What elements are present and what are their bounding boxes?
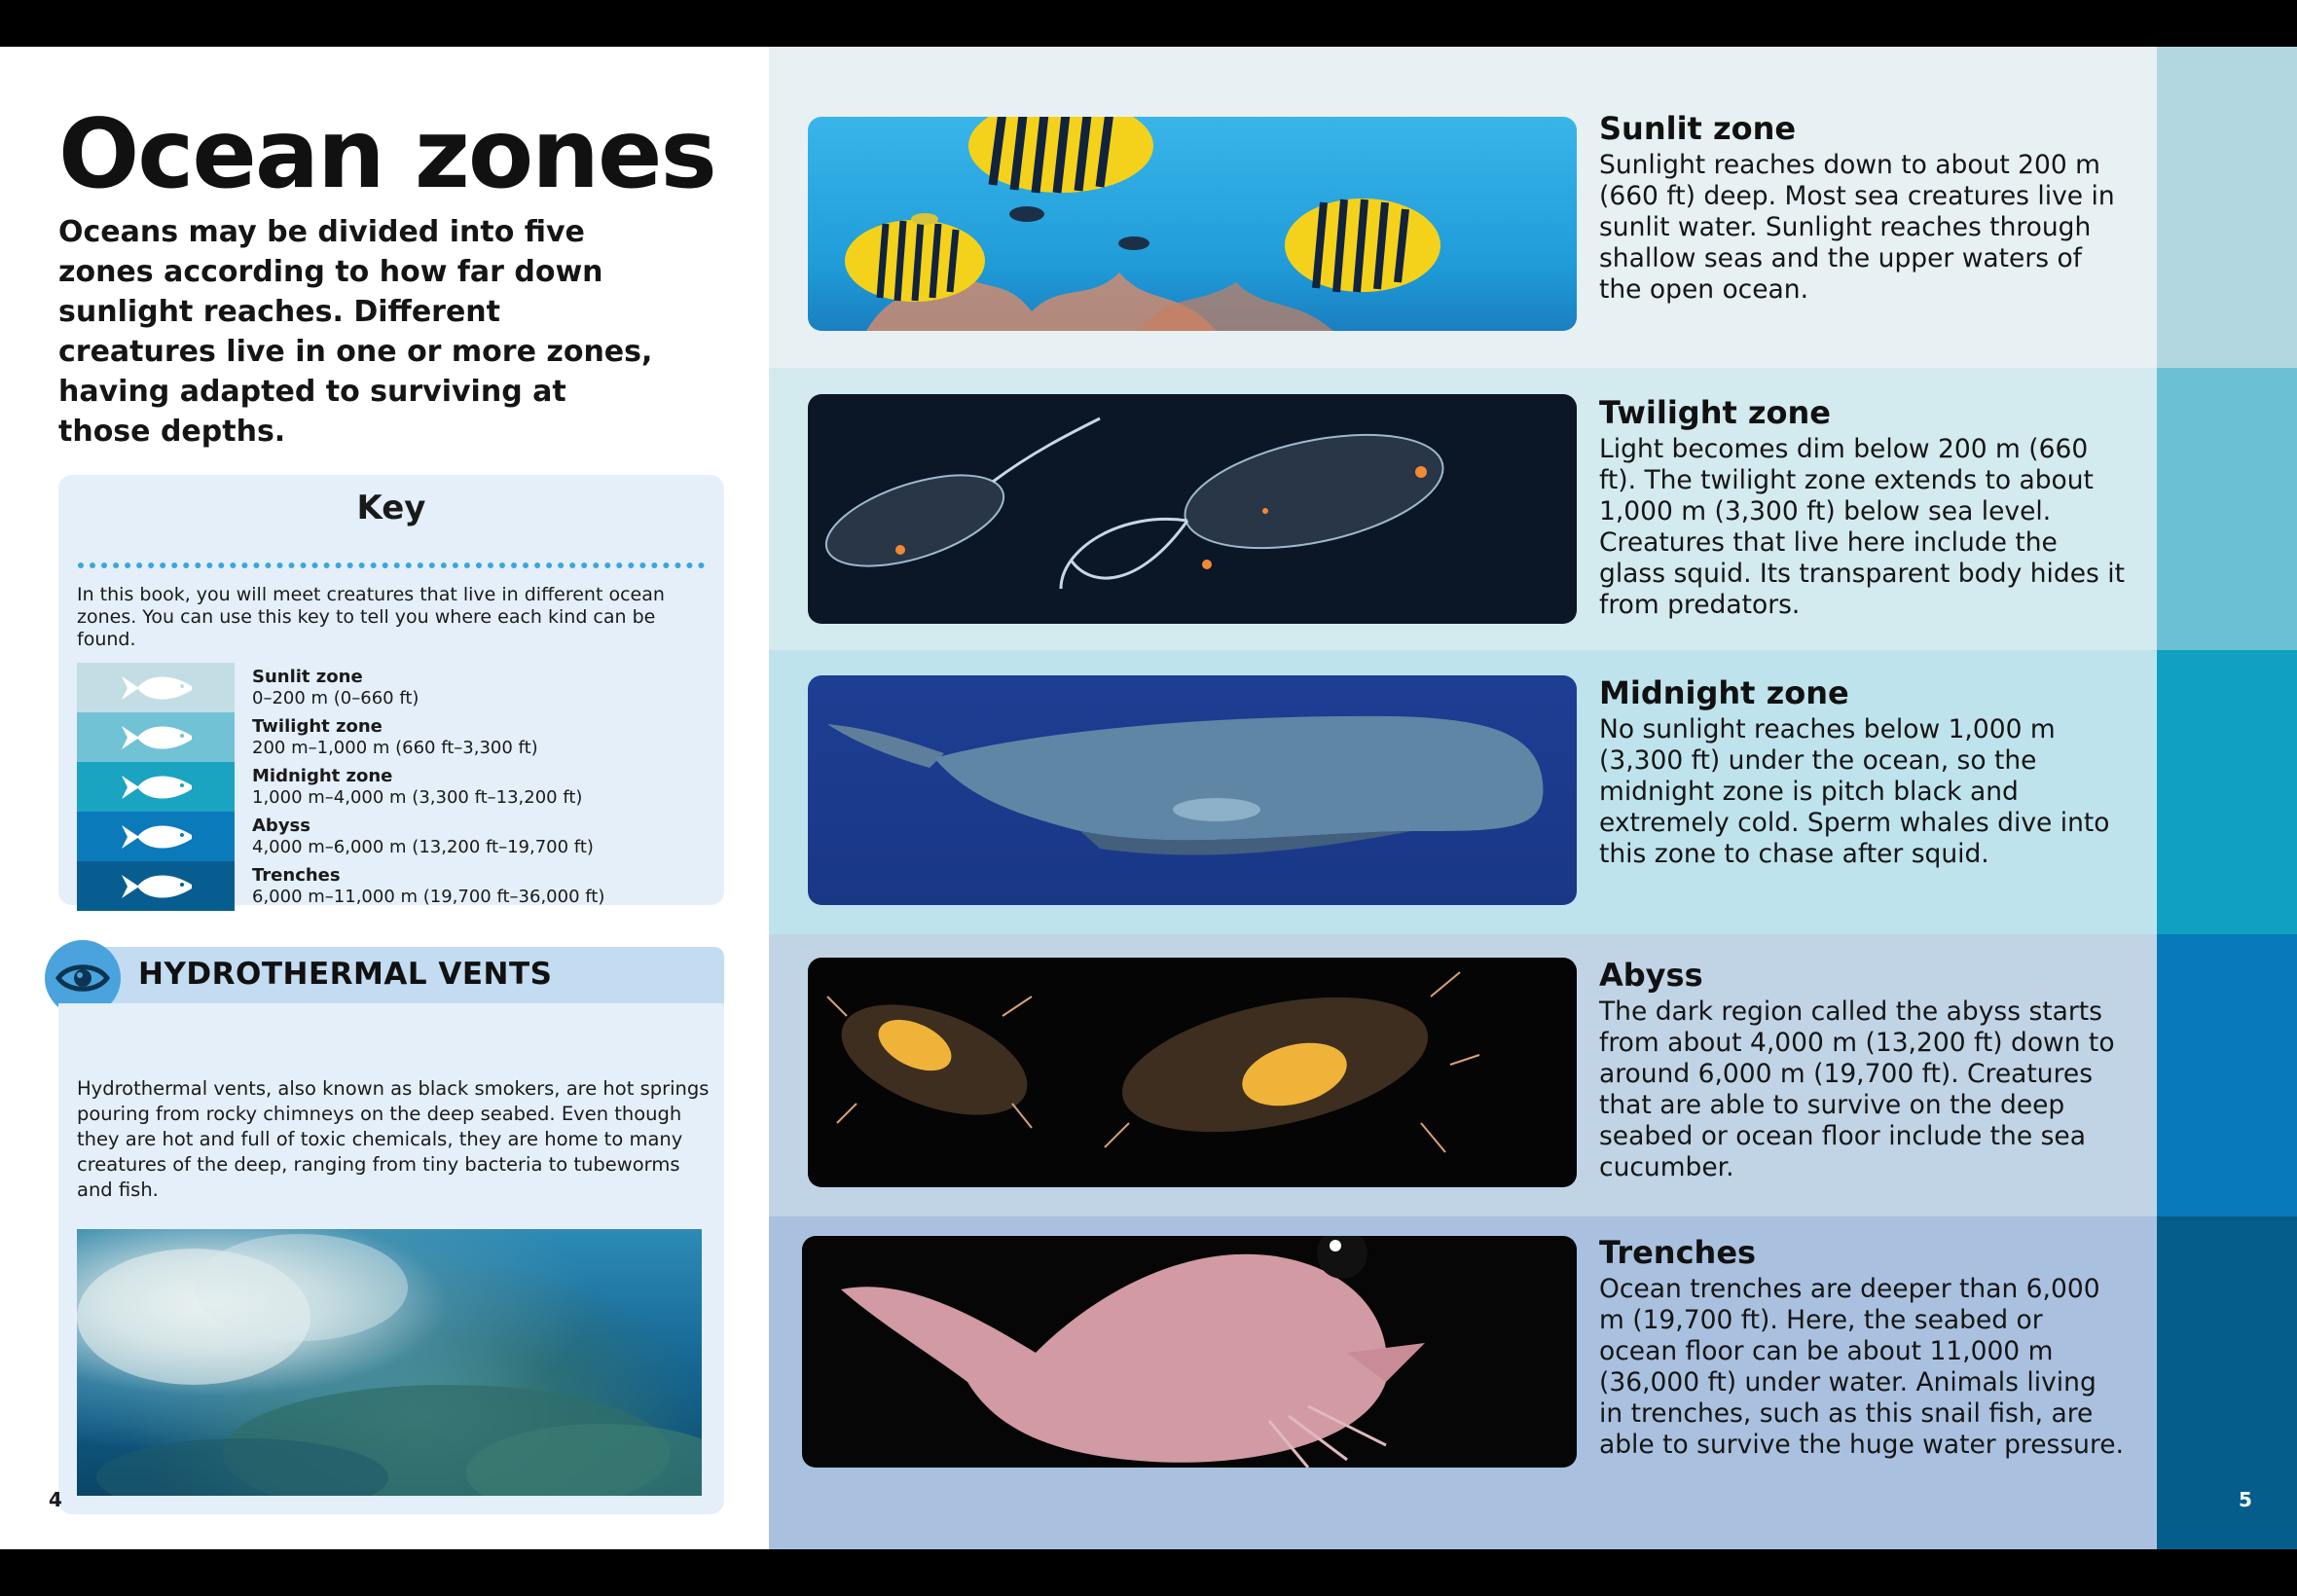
fish-icon — [120, 672, 194, 704]
angelfish-photo — [808, 117, 1577, 331]
key-zone-range: 200 m–1,000 m (660 ft–3,300 ft) — [252, 738, 538, 758]
angelfish-illustration — [808, 117, 1577, 331]
sunlit-strip — [2157, 47, 2297, 368]
twilight-swatch — [77, 712, 235, 762]
fish-icon — [120, 722, 194, 753]
sperm-whale-illustration — [808, 675, 1577, 905]
key-zone-range: 6,000 m–11,000 m (19,700 ft–36,000 ft) — [252, 887, 605, 907]
midnight-swatch — [77, 762, 235, 812]
trenches-swatch — [77, 861, 235, 911]
hydrothermal-vent-photo — [77, 1229, 702, 1496]
page-title: Ocean zones — [58, 99, 715, 210]
vent-rocks-illustration — [77, 1229, 702, 1496]
key-row-sunlit — [77, 663, 700, 712]
zone-title-trenches: Trenches — [1599, 1234, 1757, 1271]
zone-text-twilight: Light becomes dim below 200 m (660 ft). The twilight zone extends to about 1,000 m (3,300 ft) below sea level. Creatures that live here include the glass squid. Its transparent body hides it from predators. — [1599, 434, 2125, 620]
page-number-right: 5 — [2239, 1488, 2252, 1511]
key-row-midnight — [77, 762, 700, 812]
page-number-left: 4 — [49, 1488, 62, 1511]
key-row-twilight — [77, 712, 700, 762]
zone-title-twilight: Twilight zone — [1599, 394, 1831, 431]
key-zone-range: 4,000 m–6,000 m (13,200 ft–19,700 ft) — [252, 837, 594, 857]
intro-paragraph: Oceans may be divided into five zones according to how far down sunlight reaches. Different creatures live in one or more zones, having adapted to surviving at those depths. — [58, 215, 653, 449]
zone-text-abyss: The dark region called the abyss starts from about 4,000 m (13,200 ft) down to around 6,000 m (19,700 ft). Creatures that are able to survive on the deep seabed or ocean floor include the sea cucumber. — [1599, 997, 2115, 1182]
key-zone-label: Sunlit zone — [252, 667, 363, 687]
key-description: In this book, you will meet creatures that live in different ocean zones. You can use this key to tell you where each kind can be found. — [77, 584, 665, 650]
key-row-trenches — [77, 861, 700, 911]
fish-icon — [120, 871, 194, 902]
sperm-whale-photo — [808, 675, 1577, 905]
abyss-swatch — [77, 812, 235, 861]
midnight-strip — [2157, 650, 2297, 934]
dotted-divider — [78, 562, 705, 568]
zone-text-sunlit: Sunlight reaches down to about 200 m (660 ft) deep. Most sea creatures live in sunlit water. Sunlight reaches through shallow seas and the upper waters of the open ocean. — [1599, 150, 2115, 305]
abyss-strip — [2157, 934, 2297, 1216]
vents-panel — [58, 1003, 724, 1514]
key-zone-label: Abyss — [252, 816, 310, 836]
book-spread — [0, 47, 2297, 1549]
fish-icon — [120, 772, 194, 803]
vents-title: HYDROTHERMAL VENTS — [138, 957, 553, 992]
key-row-abyss — [77, 812, 700, 861]
sunlit-swatch — [77, 663, 235, 712]
glass-squid-illustration — [808, 394, 1577, 624]
left-page — [0, 47, 769, 1549]
key-title: Key — [356, 489, 426, 527]
key-zone-label: Twilight zone — [252, 716, 383, 737]
snail-fish-illustration — [802, 1236, 1577, 1468]
snail-fish-photo — [802, 1236, 1577, 1468]
key-zone-range: 1,000 m–4,000 m (3,300 ft–13,200 ft) — [252, 787, 583, 808]
zone-text-midnight: No sunlight reaches below 1,000 m (3,300 ft) under the ocean, so the midnight zone is pitch black and extremely cold. Sperm whales dive into this zone to chase after squid. — [1599, 714, 2110, 869]
zone-title-abyss: Abyss — [1599, 957, 1703, 994]
zone-title-midnight: Midnight zone — [1599, 674, 1849, 711]
key-zone-label: Trenches — [252, 865, 341, 886]
fish-icon — [120, 821, 194, 852]
glass-squid-photo — [808, 394, 1577, 624]
right-page — [769, 47, 2297, 1549]
sea-cucumber-photo — [808, 958, 1577, 1187]
key-zone-range: 0–200 m (0–660 ft) — [252, 688, 419, 708]
trenches-strip — [2157, 1216, 2297, 1549]
vents-header — [58, 947, 724, 1003]
vents-description: Hydrothermal vents, also known as black smokers, are hot springs pouring from rocky chimneys on the deep seabed. Even though they are hot and full of toxic chemicals, they are home to many creatures of the deep, ranging from tiny bacteria to tubeworms and fish. — [77, 1077, 710, 1201]
key-panel — [58, 475, 724, 905]
twilight-strip — [2157, 368, 2297, 650]
zone-text-trenches: Ocean trenches are deeper than 6,000 m (19,700 ft). Here, the seabed or ocean floor can be about 11,000 m (36,000 ft) under water. Animals living in trenches, such as this snail fish, are able to survive the huge water pressure. — [1599, 1274, 2124, 1460]
key-zone-label: Midnight zone — [252, 766, 393, 786]
zone-title-sunlit: Sunlit zone — [1599, 110, 1797, 147]
sea-cucumber-illustration — [808, 958, 1577, 1187]
